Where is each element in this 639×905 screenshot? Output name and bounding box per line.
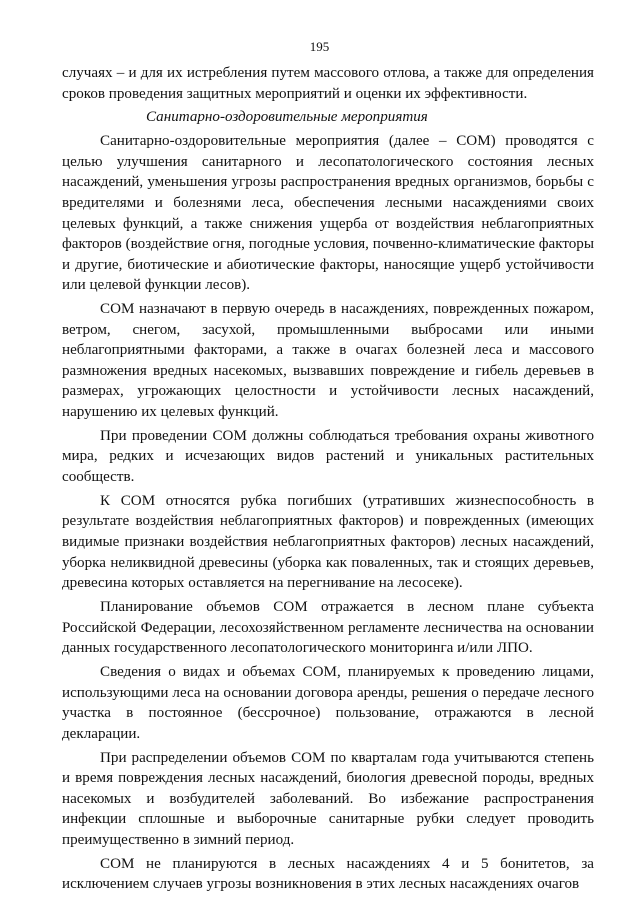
paragraph-som-assignment: СОМ назначают в первую очередь в насаждениях, поврежденных пожаром, ветром, снегом, засухой, промышленными выбросами или иными неблагоприятными факторами, а также в очагах болезней леса и массового размножения вредных насекомых, вызвавших повреждение и гибель деревьев в размерах, угрожающих целостности и устойчивости лесных насаждений, нарушению их целевых функций.	[62, 301, 594, 421]
continued-paragraph: случаях – и для их истребления путем массового отлова, а также для определения сроков проведения защитных мероприятий и оценки их эффективности.	[62, 65, 594, 102]
paragraph-som-types: К СОМ относятся рубка погибших (утративших жизнеспособность в результате воздействия неблагоприятных факторов) и поврежденных (имеющих видимые признаки воздействия неблагоприятных факторов) лесных насаждений, уборка неликвидной древесины (уборка как поваленных, так и стоящих деревьев, древесина которых оставляется на перегнивание на лесосеке).	[62, 492, 594, 592]
paragraph-bonitet-exclusion: СОМ не планируются в лесных насаждениях 4 и 5 бонитетов, за исключением случаев угрозы возникновения в этих лесных насаждениях очагов	[62, 855, 594, 893]
paragraph-som-declaration: Сведения о видах и объемах СОМ, планируемых к проведению лицами, использующими леса на основании договора аренды, решения о передаче лесного участка в постоянное (бессрочное) пользование, отражаются в лесной декларации.	[62, 663, 594, 742]
section-heading: Санитарно-оздоровительные мероприятия	[146, 109, 428, 126]
paragraph-som-planning: Планирование объемов СОМ отражается в лесном плане субъекта Российской Федерации, лесохозяйственном регламенте лесничества на основании данных государственного лесопатологического мониторинга и/или ЛПО.	[62, 598, 594, 657]
page-number: 195	[309, 39, 330, 54]
paragraph-wildlife-protection: При проведении СОМ должны соблюдаться требования охраны животного мира, редких и исчезающих видов растений и уникальных растительных сообществ.	[62, 427, 594, 486]
paragraph-som-definition: Санитарно-оздоровительные мероприятия (далее – СОМ) проводятся с целью улучшения санитарного и лесопатологического состояния лесных насаждений, уменьшения угрозы распространения вредных организмов, борьбы с вредителями и болезнями леса, обеспечения лесными насаждениями своих целевых функций, а также снижения ущерба от воздействия неблагоприятных факторов (воздействие огня, погодные условия, почвенно-климатические факторы и другие, биотические и абиотические факторы, наносящие ущерб устойчивости или целевой функции лесов).	[62, 133, 594, 294]
body-text	[62, 63, 594, 898]
paragraph-quarterly-distribution: При распределении объемов СОМ по кварталам года учитываются степень и время повреждения лесных насаждений, биология древесной породы, вредных насекомых и возбудителей заболеваний. Во избежание распространения инфекции сплошные и выборочные санитарные рубки следует проводить преимущественно в зимний период.	[62, 749, 594, 848]
